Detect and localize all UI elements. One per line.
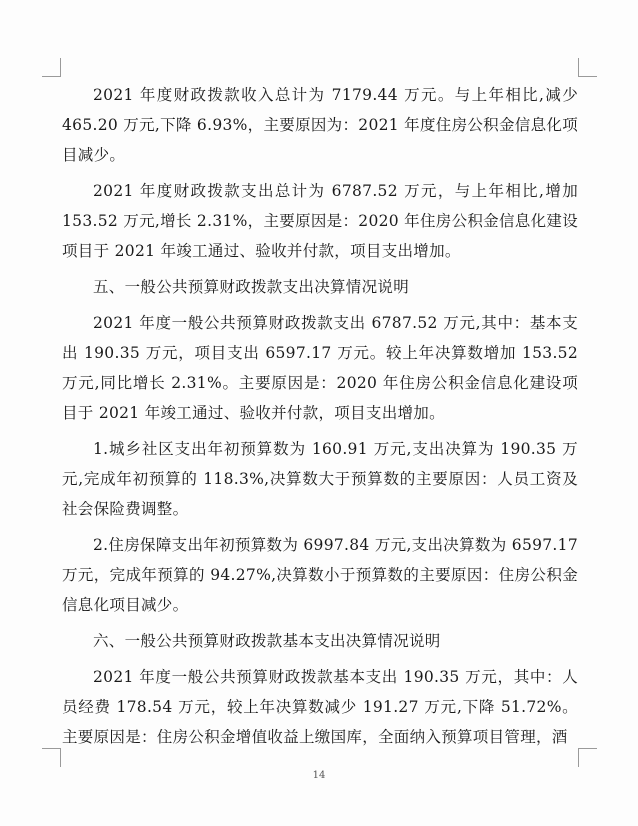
crop-mark-top-right <box>578 58 597 77</box>
paragraph-expenditure-total: 2021 年度财政拨款支出总计为 6787.52 万元，与上年相比,增加153.52 万元,增长 2.31%，主要原因是：2020 年住房公积金信息化建设项目于 2021 年竣工通过、验收并付款，项目支出增加。 <box>62 182 578 260</box>
crop-mark-bottom-left <box>42 748 61 767</box>
crop-mark-top-left <box>42 58 61 77</box>
paragraph-urban-rural-expenditure: 1.城乡社区支出年初预算数为 160.91 万元,支出决算为 190.35 万元,完成年初预算的 118.3%,决算数大于预算数的主要原因：人员工资及社会保险费调整。 <box>62 440 578 518</box>
paragraph-general-budget-expenditure: 2021 年度一般公共预算财政拨款支出 6787.52 万元,其中：基本支出 190.35 万元，项目支出 6597.17 万元。较上年决算数增加 153.52 万元,同比增长 2.31%。主要原因是：2020 年住房公积金信息化建设项目于 2021 年竣工通过、验收并付款，项目支出增加。 <box>62 314 578 422</box>
paragraph-revenue-total: 2021 年度财政拨款收入总计为 7179.44 万元。与上年相比,减少465.20 万元,下降 6.93%，主要原因为：2021 年度住房公积金信息化项目减少。 <box>62 86 578 164</box>
document-body <box>62 80 578 752</box>
crop-mark-bottom-right <box>578 748 597 767</box>
paragraph-housing-expenditure: 2.住房保障支出年初预算数为 6997.84 万元,支出决算数为 6597.17 万元，完成年预算的 94.27%,决算数小于预算数的主要原因：住房公积金信息化项目减少。 <box>62 536 578 614</box>
page-number: 14 <box>312 770 326 781</box>
paragraph-basic-expenditure: 2021 年度一般公共预算财政拨款基本支出 190.35 万元，其中：人员经费 178.54 万元，较上年决算数减少 191.27 万元,下降 51.72%。主要原因是：住房公积金增值收益上缴国库，全面纳入预算项目管理，酒 <box>62 668 578 746</box>
section-heading-six: 六、一般公共预算财政拨款基本支出决算情况说明 <box>93 632 441 650</box>
section-heading-five: 五、一般公共预算财政拨款支出决算情况说明 <box>93 278 410 296</box>
